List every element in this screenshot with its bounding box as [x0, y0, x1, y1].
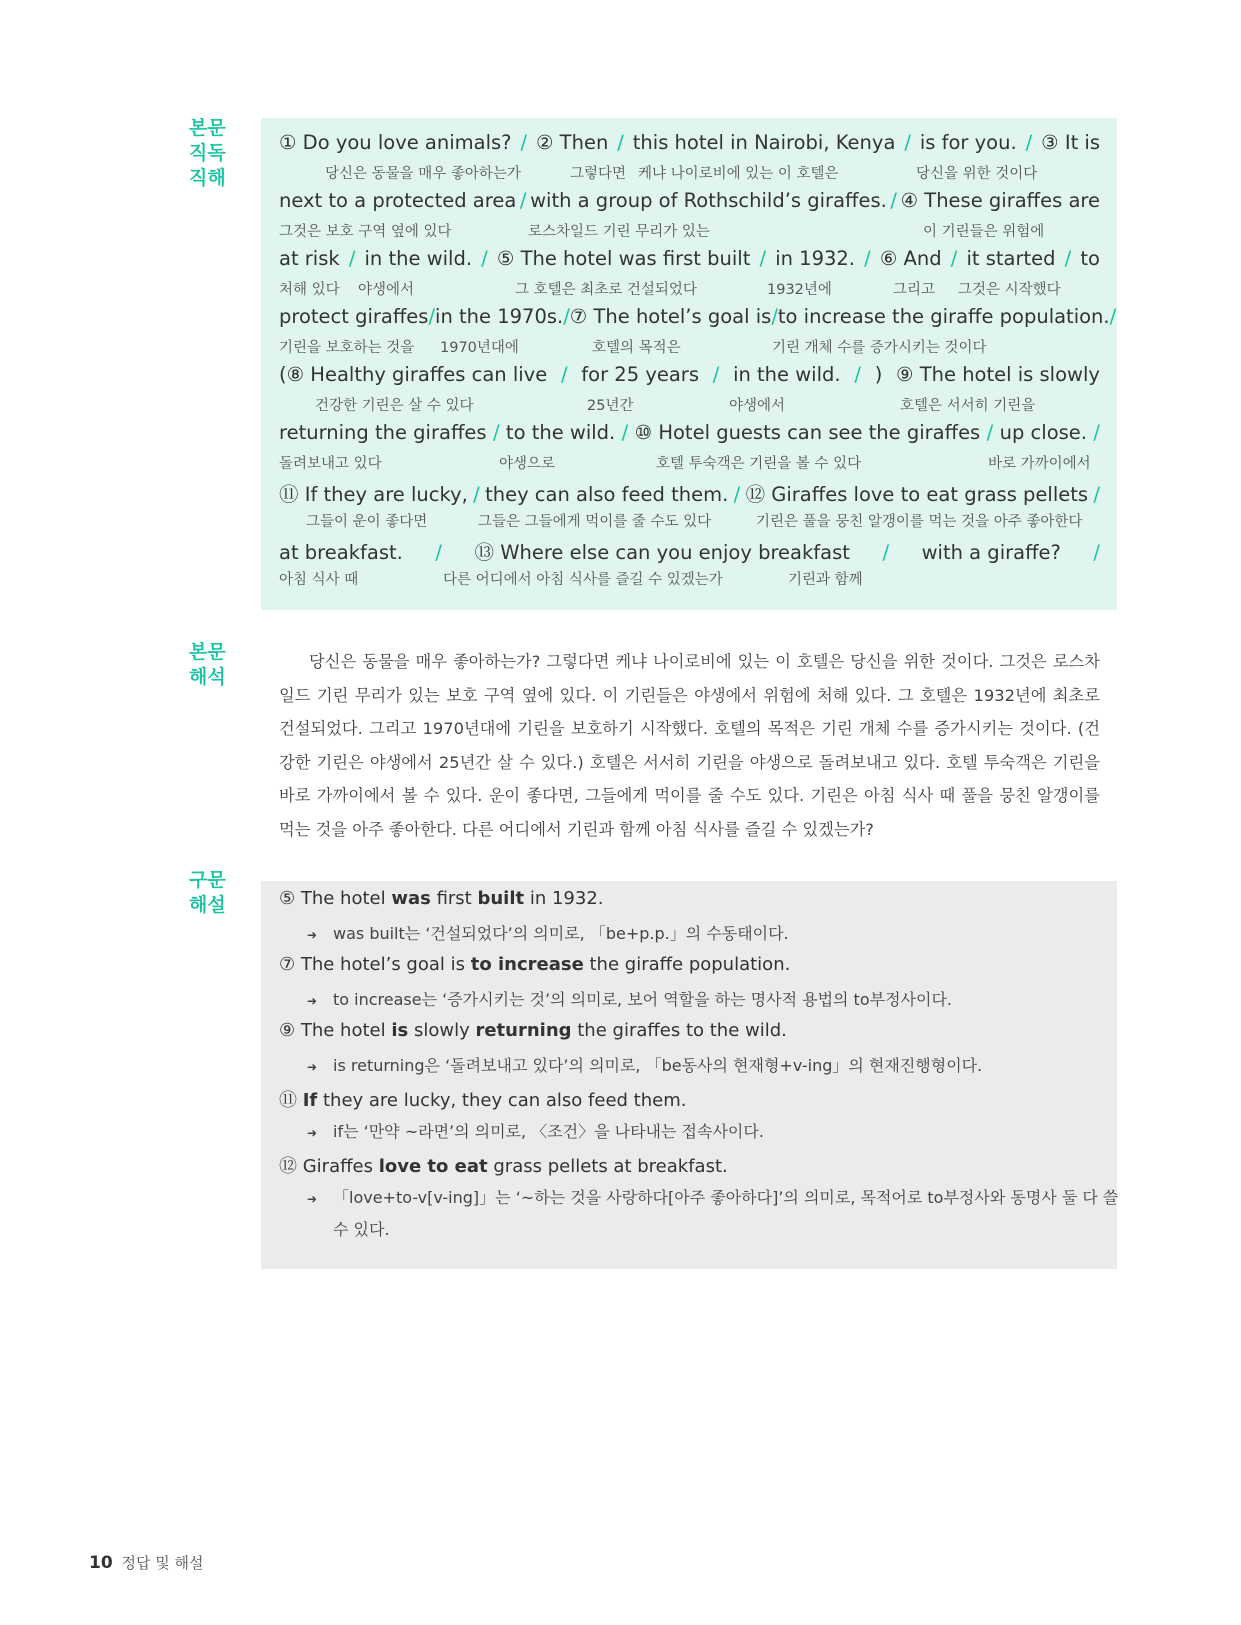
korean-gloss: 당신은 동물을 매우 좋아하는가 [325, 166, 521, 182]
chunk-slash: / [890, 189, 897, 212]
reading-sentence-line [279, 247, 1100, 270]
korean-gloss: 이 기린들은 위험에 [923, 224, 1045, 240]
sentence-chunk: this hotel in Nairobi, Kenya [632, 131, 896, 154]
chunk-slash: / [1093, 421, 1100, 444]
korean-gloss: 야생으로 [499, 456, 556, 472]
explanation-text: was built는 ‘건설되었다’의 의미로, 「be+p.p.」의 수동태이다. [333, 924, 789, 943]
translation-paragraph: 당신은 동물을 매우 좋아하는가? 그렇다면 케냐 나이로비에 있는 이 호텔은 당신을 위한 것이다. 그것은 로스차일드 기린 무리가 있는 보호 구역 옆에 있다. 이 기린들은 야생에서 위험에 처해 있다. 그 호텔은 1932년에 최초로 건설되었다. 그리고 1970년대에 기린을 보호하기 시작했다. 호텔의 목적은 기린 개체 수를 증가시키는 것이다. (건강한 기린은 야생에서 25년간 살 수 있다.) 호텔은 서서히 기린을 야생으로 돌려보내고 있다. 호텔 투숙객은 기린을 바로 가까이에서 볼 수 있다. 운이 좋다면, 그들에게 먹이를 줄 수도 있다. 기린은 아침 식사 때 풀을 뭉친 알갱이를 먹는 것을 아주 좋아한다. 다른 어디에서 기린과 함께 아침 식사를 즐길 수 있겠는가? [279, 652, 1100, 839]
chunk-slash: / [563, 305, 570, 328]
korean-gloss: 다른 어디에서 아침 식사를 즐길 수 있겠는가 [443, 572, 723, 588]
korean-gloss: 그것은 시작했다 [958, 282, 1061, 298]
sentence-text: ⑦ The hotel’s goal is [279, 954, 471, 975]
explanation-text: to increase는 ‘증가시키는 것’의 의미로, 보어 역할을 하는 명사적 용법의 to부정사이다. [333, 990, 952, 1009]
grammar-explanation [307, 1119, 764, 1142]
arrow-icon: ➜ [307, 1060, 318, 1074]
korean-gloss: 기린을 보호하는 것을 [279, 340, 415, 356]
grammar-sentence [279, 1152, 728, 1178]
chunk-slash: / [864, 247, 871, 270]
highlighted-structure: If [302, 1090, 318, 1111]
korean-gloss: 1932년에 [767, 282, 832, 298]
chunk-slash: / [1064, 247, 1072, 270]
reading-sentence-line [279, 421, 1100, 444]
chunk-slash: / [621, 421, 629, 444]
chunk-slash: / [1093, 541, 1100, 564]
sentence-chunk: in the wild. [733, 363, 841, 386]
korean-gloss: 그것은 보호 구역 옆에 있다 [279, 224, 452, 240]
chunk-slash: / [481, 247, 488, 270]
sentence-chunk: it started [966, 247, 1056, 270]
explanation-continuation: 수 있다. [333, 1220, 390, 1239]
sentence-chunk: ⑥ And [879, 247, 942, 270]
sentence-chunk: ⑩ Hotel guests can see the giraffes [634, 421, 981, 444]
label-line: 본문 [189, 117, 226, 139]
sentence-text: slowly [408, 1020, 476, 1041]
sentence-chunk: ② Then [536, 131, 609, 154]
chunk-slash: / [904, 131, 911, 154]
sentence-chunk: ⑤ The hotel was first built [496, 247, 751, 270]
korean-gloss: 호텔 투숙객은 기린을 볼 수 있다 [656, 456, 862, 472]
arrow-icon: ➜ [307, 928, 318, 942]
sentence-chunk: ⑫ Giraffes love to eat grass pellets [745, 483, 1089, 506]
page-number: 10 [89, 1553, 113, 1573]
sentence-chunk: ③ It is [1041, 131, 1100, 154]
label-line: 직해 [189, 167, 226, 189]
chunk-slash: / [428, 305, 436, 328]
korean-gloss: 로스차일드 기린 무리가 있는 [528, 224, 710, 240]
sentence-chunk: up close. [999, 421, 1087, 444]
grammar-sentence [279, 1020, 787, 1041]
chunk-slash: / [617, 131, 624, 154]
sentence-chunk: to increase the giraffe population. [777, 305, 1110, 328]
highlighted-structure: love to eat [378, 1156, 488, 1177]
chunk-slash: / [1025, 131, 1033, 154]
korean-gloss: 아침 식사 때 [279, 572, 359, 588]
sentence-chunk: is for you. [919, 131, 1017, 154]
sentence-chunk: (⑧ Healthy giraffes can live [279, 363, 548, 386]
reading-section-label [189, 116, 233, 191]
korean-gloss: 그리고 [893, 282, 936, 298]
chunk-slash: / [712, 363, 720, 386]
reading-sentence-line [279, 537, 1100, 565]
korean-gloss: 기린은 풀을 뭉친 알갱이를 먹는 것을 아주 좋아한다 [756, 514, 1083, 530]
grammar-explanation [307, 1185, 1118, 1208]
reading-sentence-line [279, 189, 1100, 212]
highlighted-structure: is [391, 1020, 409, 1041]
chunk-slash: / [1093, 483, 1100, 506]
chunk-slash: / [560, 363, 568, 386]
sentence-text: ⑫ Giraffes [279, 1156, 379, 1177]
sentence-chunk: ④ These giraffes are [900, 189, 1100, 212]
grammar-explanation [307, 921, 789, 944]
sentence-chunk: with a giraffe? [921, 541, 1061, 564]
sentence-chunk: to [1080, 247, 1100, 270]
chunk-slash: / [771, 305, 778, 328]
sentence-chunk: in 1932. [775, 247, 856, 270]
chunk-slash: / [986, 421, 994, 444]
grammar-sentence [279, 888, 604, 909]
korean-gloss: 1970년대에 [440, 340, 519, 356]
sentence-text: first [430, 888, 478, 909]
korean-gloss: 건강한 기린은 살 수 있다 [315, 398, 474, 414]
sentence-chunk: ⑨ The hotel is slowly [896, 363, 1100, 386]
highlighted-structure: was [391, 888, 431, 909]
footer-title: 정답 및 해설 [121, 1554, 204, 1572]
sentence-chunk: ⑬ Where else can you enjoy breakfast [474, 541, 850, 564]
label-line: 구문 [189, 869, 226, 891]
korean-gloss: 당신을 위한 것이다 [916, 166, 1038, 182]
sentence-chunk: at risk [279, 247, 340, 270]
korean-gloss: 바로 가까이에서 [988, 456, 1091, 472]
sentence-chunk: at breakfast. [279, 541, 403, 564]
arrow-icon: ➜ [307, 1126, 318, 1140]
korean-gloss: 호텔의 목적은 [592, 340, 681, 356]
translation-section-label [189, 640, 233, 690]
label-line: 해설 [189, 894, 226, 916]
grammar-sentence [279, 954, 790, 975]
sentence-chunk: protect giraffes [279, 305, 429, 328]
chunk-slash: / [733, 483, 741, 506]
sentence-chunk: ) [874, 363, 883, 386]
sentence-text: ⑤ The hotel [279, 888, 392, 909]
sentence-text: ⑨ The hotel [279, 1020, 392, 1041]
highlighted-structure: returning [475, 1020, 572, 1041]
korean-gloss: 야생에서 [358, 282, 415, 298]
sentence-text: they are lucky, they can also feed them. [317, 1090, 687, 1111]
sentence-text: ⑪ [279, 1090, 303, 1111]
sentence-text: in 1932. [524, 888, 604, 909]
korean-gloss: 25년간 [587, 398, 634, 414]
label-line: 해석 [189, 666, 226, 688]
chunk-slash: / [520, 131, 528, 154]
sentence-chunk: for 25 years [581, 363, 699, 386]
label-line: 본문 [189, 641, 226, 663]
korean-gloss: 호텔은 서서히 기린을 [900, 398, 1036, 414]
sentence-text: the giraffes to the wild. [571, 1020, 787, 1041]
explanation-text: is returning은 ‘돌려보내고 있다’의 의미로, 「be동사의 현재형+v-ing」의 현재진행형이다. [333, 1056, 983, 1075]
korean-gloss: 케냐 나이로비에 있는 이 호텔은 [638, 166, 839, 182]
page-footer [89, 1552, 203, 1573]
sentence-chunk: next to a protected area [279, 189, 517, 212]
sentence-chunk: in the wild. [364, 247, 473, 270]
arrow-icon: ➜ [307, 1192, 318, 1206]
sentence-chunk: they can also feed them. [485, 483, 729, 506]
sentence-chunk: returning the giraffes [279, 421, 487, 444]
korean-gloss: 그 호텔은 최초로 건설되었다 [515, 282, 697, 298]
arrow-icon: ➜ [307, 994, 318, 1008]
label-line: 직독 [189, 142, 226, 164]
korean-gloss: 처해 있다 [279, 282, 340, 298]
grammar-section-label [189, 868, 233, 918]
chunk-slash: / [473, 483, 480, 506]
highlighted-structure: built [477, 888, 525, 909]
chunk-slash: / [759, 247, 767, 270]
chunk-slash: / [435, 541, 442, 564]
chunk-slash: / [1109, 305, 1117, 328]
chunk-slash: / [950, 247, 958, 270]
grammar-sentence [279, 1086, 686, 1112]
chunk-slash: / [348, 247, 356, 270]
sentence-text: grass pellets at breakfast. [487, 1156, 728, 1177]
chunk-slash: / [854, 363, 861, 386]
korean-gloss: 돌려보내고 있다 [279, 456, 382, 472]
sentence-chunk: ⑪ If they are lucky, [279, 483, 468, 506]
sentence-chunk: ① Do you love animals? [279, 131, 512, 154]
highlighted-structure: to increase [470, 954, 584, 975]
explanation-text: 「love+to-v[v-ing]」는 ‘~하는 것을 사랑하다[아주 좋아하다]’의 의미로, 목적어로 to부정사와 동명사 둘 다 쓸 [333, 1188, 1119, 1207]
grammar-explanation [307, 1053, 982, 1076]
explanation-text: if는 ‘만약 ~라면’의 의미로, 〈조건〉을 나타내는 접속사이다. [333, 1122, 764, 1141]
sentence-chunk: in the 1970s. [435, 305, 564, 328]
korean-gloss: 그들은 그들에게 먹이를 줄 수도 있다 [478, 514, 712, 530]
sentence-chunk: with a group of Rothschild’s giraffes. [530, 189, 887, 212]
reading-sentence-line [279, 363, 1100, 386]
korean-gloss: 기린과 함께 [788, 572, 863, 588]
chunk-slash: / [492, 421, 500, 444]
reading-sentence-line [279, 131, 1100, 154]
korean-gloss: 기린 개체 수를 증가시키는 것이다 [772, 340, 987, 356]
sentence-chunk: ⑦ The hotel’s goal is [569, 305, 772, 328]
chunk-slash: / [882, 541, 890, 564]
sentence-chunk: to the wild. [505, 421, 616, 444]
korean-gloss: 그렇다면 [570, 166, 627, 182]
grammar-explanation [307, 987, 952, 1010]
korean-gloss: 야생에서 [729, 398, 786, 414]
reading-sentence-line [279, 479, 1100, 507]
chunk-slash: / [519, 189, 527, 212]
reading-sentence-line [279, 305, 1117, 328]
korean-gloss: 그들이 운이 좋다면 [306, 514, 428, 530]
sentence-text: the giraffe population. [583, 954, 791, 975]
